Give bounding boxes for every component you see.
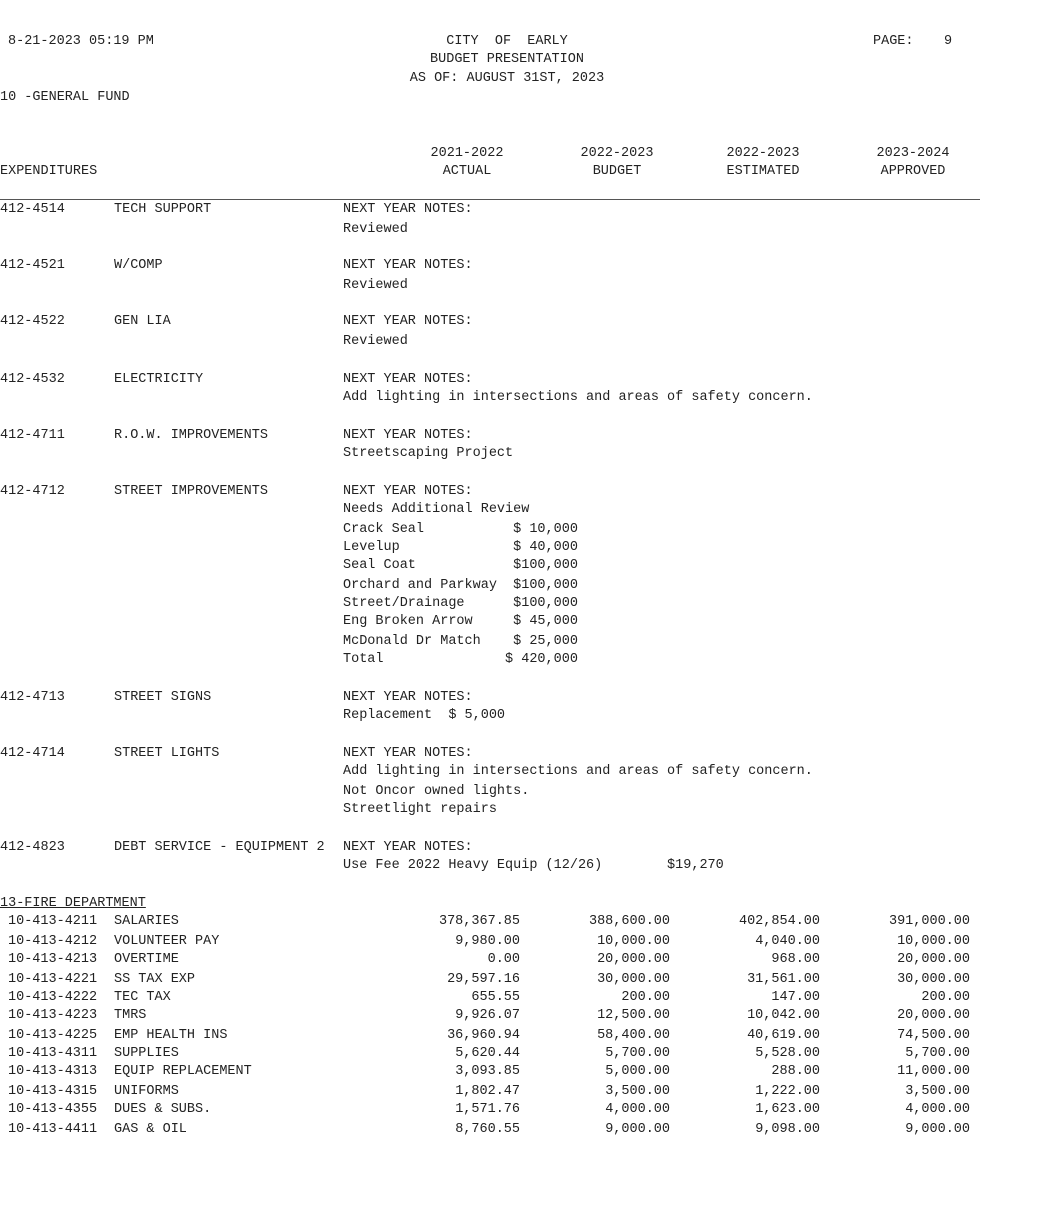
- approved-amount: 10,000.00: [897, 934, 970, 949]
- budget-amount: 9,000.00: [605, 1122, 670, 1137]
- estimated-amount: 147.00: [771, 990, 820, 1005]
- approved-amount: 3,500.00: [905, 1084, 970, 1099]
- note-text: Add lighting in intersections and areas of safety concern.: [343, 764, 813, 779]
- note-text: Orchard and Parkway $100,000: [343, 578, 578, 593]
- account-number: 10-413-4211: [8, 914, 98, 929]
- account-name: TEC TAX: [114, 990, 171, 1005]
- actual-amount: 3,093.85: [455, 1064, 520, 1079]
- note-heading: NEXT YEAR NOTES:: [343, 428, 473, 443]
- approved-amount: 5,700.00: [905, 1046, 970, 1061]
- approved-amount: 11,000.00: [897, 1064, 970, 1079]
- actual-amount: 5,620.44: [455, 1046, 520, 1061]
- account-name: SALARIES: [114, 914, 179, 929]
- account-number: 10-413-4311: [8, 1046, 98, 1061]
- approved-amount: 30,000.00: [897, 972, 970, 987]
- budget-header: BUDGET: [592, 164, 642, 179]
- approved-amount: 74,500.00: [897, 1028, 970, 1043]
- account-name: EMP HEALTH INS: [114, 1028, 228, 1043]
- header-divider: [0, 199, 980, 200]
- estimated-amount: 1,222.00: [755, 1084, 820, 1099]
- account-name: TMRS: [114, 1008, 147, 1023]
- estimated-amount: 968.00: [771, 952, 820, 967]
- note-code: 412-4712: [0, 484, 65, 499]
- account-name: EQUIP REPLACEMENT: [114, 1064, 252, 1079]
- note-text: Crack Seal $ 10,000: [343, 522, 578, 537]
- note-text: Streetlight repairs: [343, 802, 497, 817]
- note-code: 412-4514: [0, 202, 65, 217]
- account-name: UNIFORMS: [114, 1084, 179, 1099]
- note-heading: NEXT YEAR NOTES:: [343, 314, 473, 329]
- account-name: SUPPLIES: [114, 1046, 179, 1061]
- estimated-amount: 9,098.00: [755, 1122, 820, 1137]
- budget-amount: 30,000.00: [597, 972, 670, 987]
- note-account-name: STREET SIGNS: [114, 690, 212, 705]
- actual-amount: 655.55: [471, 990, 520, 1005]
- note-text: McDonald Dr Match $ 25,000: [343, 634, 578, 649]
- note-account-name: ELECTRICITY: [114, 372, 204, 387]
- account-number: 10-413-4212: [8, 934, 98, 949]
- note-text: Not Oncor owned lights.: [343, 784, 530, 799]
- note-code: 412-4714: [0, 746, 65, 761]
- note-account-name: GEN LIA: [114, 314, 171, 329]
- note-text: Street/Drainage $100,000: [343, 596, 578, 611]
- note-text: Reviewed: [343, 334, 408, 349]
- note-account-name: STREET IMPROVEMENTS: [114, 484, 268, 499]
- account-name: DUES & SUBS.: [114, 1102, 212, 1117]
- approved-header: APPROVED: [880, 164, 946, 179]
- estimated-header: ESTIMATED: [726, 164, 800, 179]
- note-text: Eng Broken Arrow $ 45,000: [343, 614, 578, 629]
- approved-amount: 4,000.00: [905, 1102, 970, 1117]
- approved-amount: 200.00: [921, 990, 970, 1005]
- account-number: 10-413-4221: [8, 972, 98, 987]
- account-name: GAS & OIL: [114, 1122, 187, 1137]
- note-heading: NEXT YEAR NOTES:: [343, 746, 473, 761]
- actual-amount: 29,597.16: [447, 972, 520, 987]
- budget-amount: 4,000.00: [605, 1102, 670, 1117]
- note-account-name: R.O.W. IMPROVEMENTS: [114, 428, 268, 443]
- account-number: 10-413-4315: [8, 1084, 98, 1099]
- note-text: Use Fee 2022 Heavy Equip (12/26) $19,270: [343, 858, 724, 873]
- expenditures-label: EXPENDITURES: [0, 164, 98, 179]
- page-label: PAGE:: [873, 34, 914, 49]
- actual-amount: 378,367.85: [438, 914, 520, 929]
- note-text: Streetscaping Project: [343, 446, 514, 461]
- note-code: 412-4521: [0, 258, 65, 273]
- budget-amount: 200.00: [621, 990, 670, 1005]
- actual-amount: 8,760.55: [455, 1122, 520, 1137]
- estimated-amount: 402,854.00: [738, 914, 820, 929]
- note-code: 412-4532: [0, 372, 65, 387]
- approved-amount: 9,000.00: [905, 1122, 970, 1137]
- note-heading: NEXT YEAR NOTES:: [343, 372, 473, 387]
- account-number: 10-413-4222: [8, 990, 98, 1005]
- note-code: 412-4823: [0, 840, 65, 855]
- note-text: Reviewed: [343, 222, 408, 237]
- note-account-name: W/COMP: [114, 258, 163, 273]
- note-text: Total $ 420,000: [343, 652, 578, 667]
- note-text: Reviewed: [343, 278, 408, 293]
- budget-amount: 10,000.00: [597, 934, 670, 949]
- actual-amount: 9,980.00: [455, 934, 520, 949]
- note-text: Seal Coat $100,000: [343, 558, 578, 573]
- estimated-amount: 288.00: [771, 1064, 820, 1079]
- approved-amount: 391,000.00: [888, 914, 970, 929]
- actual-amount: 0.00: [487, 952, 520, 967]
- note-text: Replacement $ 5,000: [343, 708, 506, 723]
- note-heading: NEXT YEAR NOTES:: [343, 258, 473, 273]
- actual-amount: 1,802.47: [455, 1084, 520, 1099]
- estimated-amount: 31,561.00: [747, 972, 820, 987]
- note-code: 412-4522: [0, 314, 65, 329]
- account-number: 10-413-4213: [8, 952, 98, 967]
- estimated-amount: 10,042.00: [747, 1008, 820, 1023]
- note-text: Needs Additional Review: [343, 502, 530, 517]
- budget-amount: 12,500.00: [597, 1008, 670, 1023]
- report-as-of-date: AS OF: AUGUST 31ST, 2023: [409, 71, 605, 86]
- city-name: CITY OF EARLY: [446, 34, 568, 49]
- note-account-name: STREET LIGHTS: [114, 746, 220, 761]
- account-name: SS TAX EXP: [114, 972, 196, 987]
- note-code: 412-4711: [0, 428, 65, 443]
- note-code: 412-4713: [0, 690, 65, 705]
- note-account-name: DEBT SERVICE - EQUIPMENT 2: [114, 840, 325, 855]
- budget-year-header: 2022-2023: [580, 146, 654, 161]
- note-text: Add lighting in intersections and areas of safety concern.: [343, 390, 813, 405]
- note-heading: NEXT YEAR NOTES:: [343, 690, 473, 705]
- budget-amount: 5,700.00: [605, 1046, 670, 1061]
- estimated-amount: 5,528.00: [755, 1046, 820, 1061]
- budget-amount: 20,000.00: [597, 952, 670, 967]
- report-title: BUDGET PRESENTATION: [430, 52, 584, 67]
- account-number: 10-413-4225: [8, 1028, 98, 1043]
- estimated-year-header: 2022-2023: [726, 146, 800, 161]
- account-number: 10-413-4411: [8, 1122, 98, 1137]
- report-datetime: 8-21-2023 05:19 PM: [8, 34, 154, 49]
- account-number: 10-413-4313: [8, 1064, 98, 1079]
- note-heading: NEXT YEAR NOTES:: [343, 484, 473, 499]
- budget-amount: 5,000.00: [605, 1064, 670, 1079]
- note-heading: NEXT YEAR NOTES:: [343, 202, 473, 217]
- budget-amount: 388,600.00: [588, 914, 670, 929]
- estimated-amount: 40,619.00: [747, 1028, 820, 1043]
- account-number: 10-413-4223: [8, 1008, 98, 1023]
- account-name: OVERTIME: [114, 952, 179, 967]
- note-account-name: TECH SUPPORT: [114, 202, 212, 217]
- account-number: 10-413-4355: [8, 1102, 98, 1117]
- page-number: 9: [944, 34, 953, 49]
- approved-amount: 20,000.00: [897, 952, 970, 967]
- approved-amount: 20,000.00: [897, 1008, 970, 1023]
- actual-amount: 36,960.94: [447, 1028, 520, 1043]
- actual-year-header: 2021-2022: [430, 146, 504, 161]
- note-heading: NEXT YEAR NOTES:: [343, 840, 473, 855]
- approved-year-header: 2023-2024: [876, 146, 950, 161]
- estimated-amount: 4,040.00: [755, 934, 820, 949]
- account-name: VOLUNTEER PAY: [114, 934, 220, 949]
- fund-name: 10 -GENERAL FUND: [0, 90, 130, 105]
- budget-amount: 3,500.00: [605, 1084, 670, 1099]
- actual-amount: 9,926.07: [455, 1008, 520, 1023]
- actual-header: ACTUAL: [442, 164, 492, 179]
- estimated-amount: 1,623.00: [755, 1102, 820, 1117]
- note-text: Levelup $ 40,000: [343, 540, 578, 555]
- actual-amount: 1,571.76: [455, 1102, 520, 1117]
- budget-amount: 58,400.00: [597, 1028, 670, 1043]
- fire-department-section-title: 13-FIRE DEPARTMENT: [0, 896, 146, 911]
